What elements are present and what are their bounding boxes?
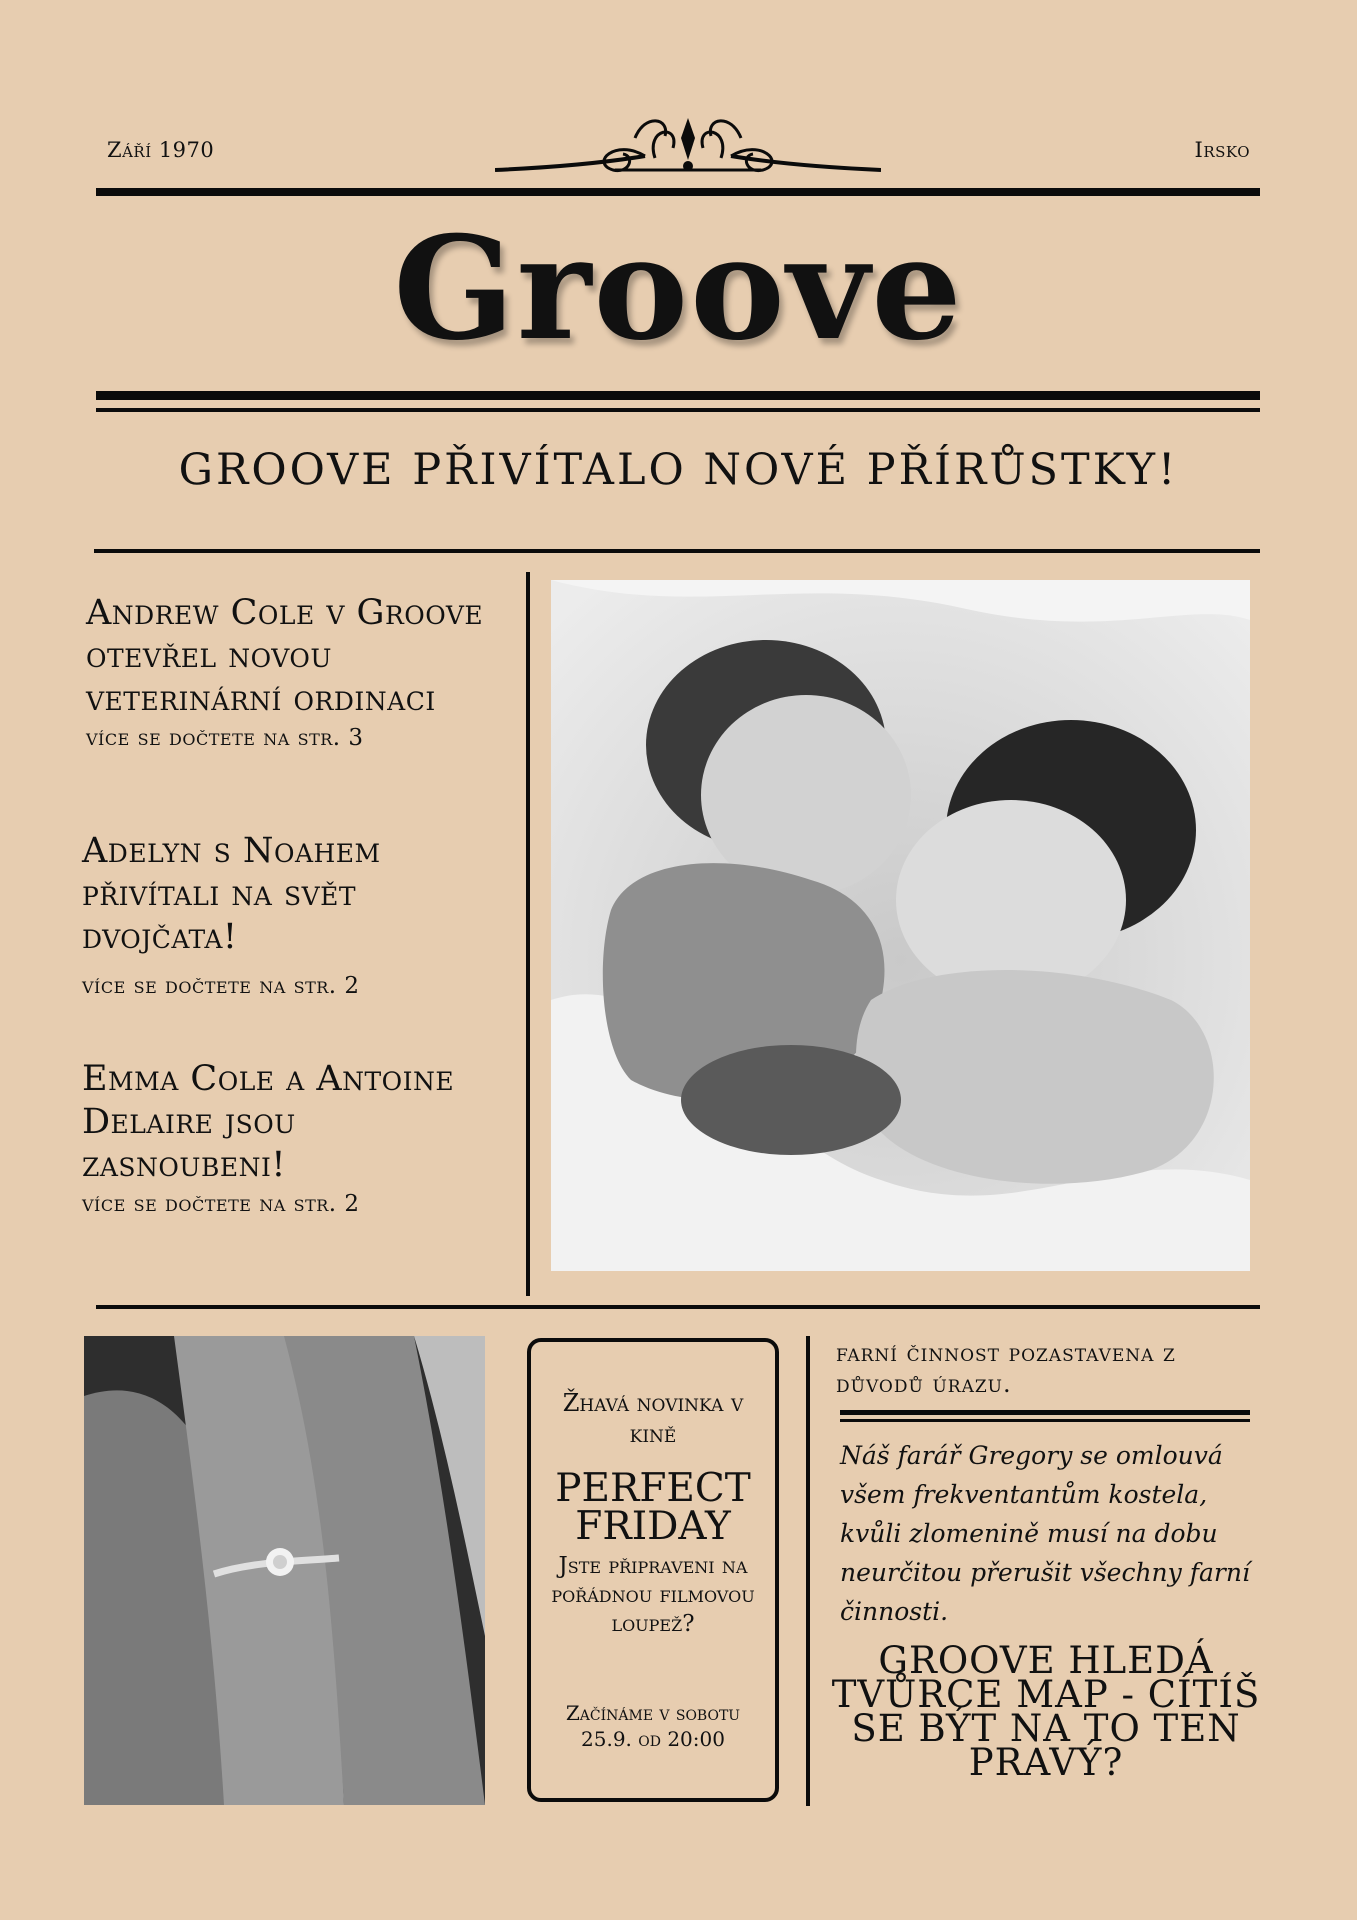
map-makers-headline: GROOVE HLEDÁ TVŮRCE MAP - CÍTÍŠ SE BÝT NA TO TEN PRAVÝ? bbox=[831, 1639, 1261, 1784]
masthead-rule-thin bbox=[96, 408, 1260, 412]
twins-photo bbox=[551, 580, 1250, 1271]
top-rule bbox=[96, 188, 1260, 196]
story-more-link: více se dočtete na str. 2 bbox=[82, 973, 360, 999]
story-title: Adelyn s Noahem přivítali na svět dvojčata! bbox=[82, 831, 381, 957]
parish-body: Náš farář Gregory se omlouvá všem frekventantům kostela, kvůli zlomenině musí na dobu neurčitou přerušit všechny farní činnosti. bbox=[840, 1441, 1250, 1626]
lower-section-rule bbox=[96, 1305, 1260, 1309]
story-more-link: více se dočtete na str. 3 bbox=[86, 725, 364, 751]
parish-rule-thin bbox=[840, 1419, 1250, 1422]
masthead-rule-thick bbox=[96, 391, 1260, 400]
cinema-title: PERFECT FRIDAY bbox=[555, 1466, 751, 1549]
parish-rule-thick bbox=[840, 1410, 1250, 1415]
page-headline: GROOVE PŘIVÍTALO NOVÉ PŘÍRŮSTKY! bbox=[178, 445, 1179, 495]
story-engagement bbox=[82, 1058, 502, 1219]
story-twins bbox=[82, 830, 502, 1001]
headline-rule bbox=[94, 549, 1260, 553]
parish-title: farní činnost pozastavena z důvodů úrazu. bbox=[836, 1339, 1176, 1398]
story-vet-clinic bbox=[86, 592, 506, 753]
cinema-start-time: Začínáme v sobotu 25.9. od 20:00 bbox=[565, 1701, 741, 1751]
issue-place: Irsko bbox=[1194, 138, 1250, 162]
story-title: Andrew Cole v Groove otevřel novou veterinární ordinaci bbox=[86, 593, 484, 719]
story-title: Emma Cole a Antoine Delaire jsou zasnoubeni! bbox=[82, 1059, 455, 1185]
cinema-kicker: Žhavá novinka v kině bbox=[562, 1389, 744, 1448]
ring-photo bbox=[84, 1336, 485, 1805]
ornament-flourish-icon bbox=[495, 108, 881, 180]
masthead: Groove bbox=[393, 206, 964, 372]
story-more-link: více se dočtete na str. 2 bbox=[82, 1191, 360, 1217]
cinema-teaser: Jste připraveni na pořádnou filmovou loupež? bbox=[551, 1553, 755, 1637]
cinema-box bbox=[527, 1338, 779, 1802]
column-divider bbox=[526, 572, 530, 1296]
issue-date: Září 1970 bbox=[107, 138, 215, 162]
